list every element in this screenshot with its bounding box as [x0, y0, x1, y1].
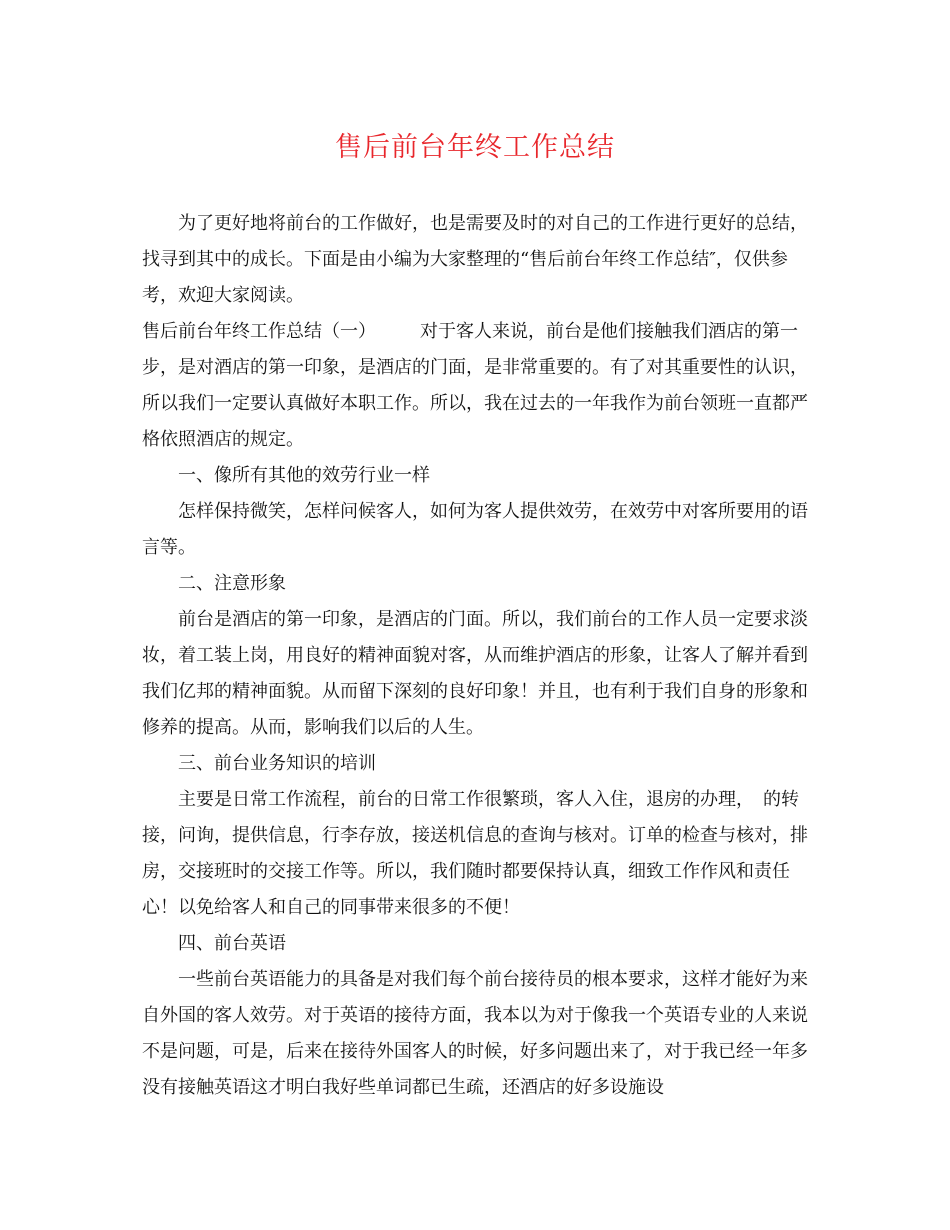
intro-paragraph: 为了更好地将前台的工作做好，也是需要及时的对自己的工作进行更好的总结，找寻到其中的成长。下面是由小编为大家整理的“售后前台年终工作总结″，仅供参考，欢迎大家阅读。 [142, 213, 808, 306]
section-one-text: 对于客人来说，前台是他们接触我们酒店的第一步，是对酒店的第一印象，是酒店的门面，是非常重要的。有了对其重要性的认识，所以我们一定要认真做好本职工作。所以，我在过去的一年我作为前台领班一直都严格依照酒店的规定。 [142, 321, 808, 450]
heading-one: 一、像所有其他的效劳行业一样 [178, 465, 430, 486]
section-one-heading: 售后前台年终工作总结（一） [142, 321, 376, 342]
paragraph-four: 一些前台英语能力的具备是对我们每个前台接待员的根本要求，这样才能好为来自外国的客人效劳。对于英语的接待方面，我本以为对于像我一个英语专业的人来说不是问题，可是，后来在接待外国客人的时候，好多问题出来了，对于我已经一年多没有接触英语这才明白我好些单词都已生疏，还酒店的好多设施设 [142, 969, 808, 1098]
paragraph-two: 前台是酒店的第一印象，是酒店的门面。所以，我们前台的工作人员一定要求淡妆，着工装上岗，用良好的精神面貌对客，从而维护酒店的形象，让客人了解并看到我们亿邦的精神面貌。从而留下深刻的良好印象！并且，也有利于我们自身的形象和修养的提高。从而，影响我们以后的人生。 [142, 609, 808, 738]
paragraph-one: 怎样保持微笑，怎样问候客人，如何为客人提供效劳，在效劳中对客所要用的语言等。 [142, 501, 808, 558]
document-title: 售后前台年终工作总结 [335, 132, 615, 163]
heading-two: 二、注意形象 [178, 573, 286, 594]
paragraph-three: 主要是日常工作流程，前台的日常工作很繁琐，客人入住，退房的办理， 的转接，问询，提供信息，行李存放，接送机信息的查询与核对。订单的检查与核对，排房，交接班时的交接工作等。所以，我们随时都要保持认真，细致工作作风和责任心！以免给客人和自己的同事带来很多的不便！ [142, 789, 808, 918]
section-one-paragraph [142, 314, 810, 458]
heading-three: 三、前台业务知识的培训 [178, 753, 376, 774]
heading-four: 四、前台英语 [178, 933, 286, 954]
document-body [142, 206, 810, 1106]
